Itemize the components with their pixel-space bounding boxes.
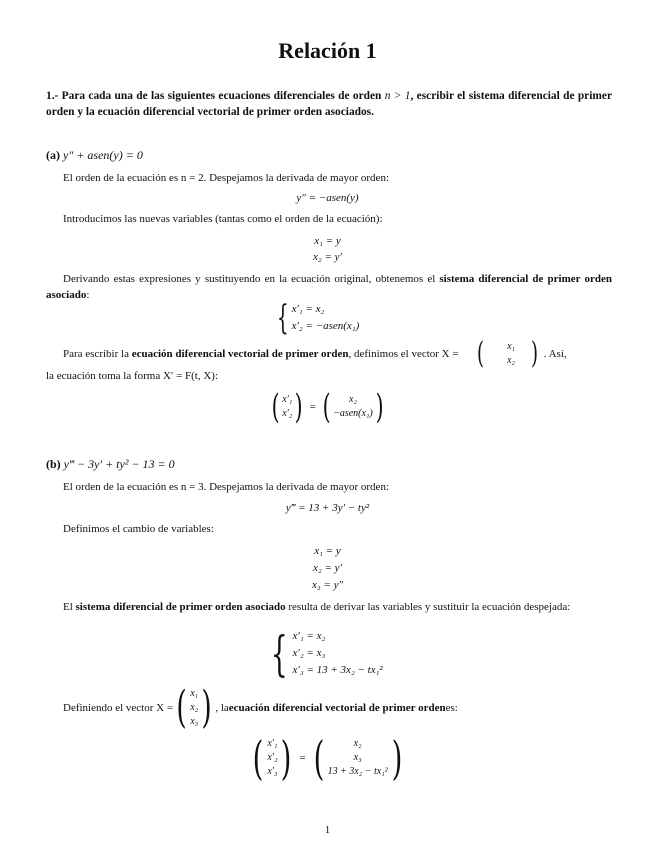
- part-b-vector-equation: [0, 731, 655, 785]
- part-b-lhs-vector: [249, 731, 295, 785]
- part-b-var2: x₂ = y′: [313, 562, 342, 574]
- right-paren-icon: ): [281, 731, 292, 785]
- part-b-despejada: y‴ = 13 + 3y′ − ty²: [285, 502, 370, 514]
- right-paren-icon: ): [391, 731, 403, 785]
- part-a-despejada: y″ = −asen(y): [296, 192, 359, 204]
- left-paren-icon: (: [477, 336, 485, 372]
- part-a-rhs-2: −asen(x₁): [333, 408, 373, 419]
- part-a-vec-bold: ecuación diferencial vectorial de primer orden: [131, 348, 349, 360]
- part-b-vec-text-1: Definiendo el vector X =: [63, 702, 174, 714]
- part-b-sys-text-2: resulta de derivar las variables y sustituir la ecuación despejada:: [285, 601, 571, 613]
- left-brace-icon: {: [270, 625, 288, 682]
- part-b-sys-text-1: El: [63, 601, 76, 613]
- part-b-vec-text-3: es:: [445, 702, 458, 714]
- part-a-lhs-vector: [269, 387, 306, 427]
- part-b-x-vector: [173, 682, 215, 733]
- part-a-vec-paragraph: [46, 336, 612, 372]
- part-b-vec-bold: ecuación diferencial vectorial de primer orden: [228, 702, 446, 714]
- part-b-equation: y‴ − 3y′ + ty² − 13 = 0: [63, 457, 175, 471]
- part-a-sys-2: x′₂ = −asen(x₁): [291, 320, 360, 332]
- part-b-var1: x₁ = y: [314, 545, 341, 557]
- part-a-x1: x₁: [507, 341, 515, 353]
- part-a-vec-text-1: Para escribir la: [63, 348, 132, 360]
- part-b-sys-3: x′₃ = 13 + 3x₂ − tx₁²: [292, 664, 383, 676]
- part-b-lhs-1: x′₁: [267, 738, 278, 749]
- part-a-intro-vars: Introducimos las nuevas variables (tantas como el orden de la ecuación):: [63, 213, 383, 225]
- page-number: 1: [324, 824, 331, 836]
- part-b-var3: x₃ = y″: [311, 579, 344, 591]
- part-b-vec-text-2: , la: [215, 702, 229, 714]
- right-paren-icon: ): [530, 336, 538, 372]
- part-b-orden-text: El orden de la ecuación es n = 3. Despejamos la derivada de mayor orden:: [63, 481, 389, 493]
- part-b-sys-2: x′₂ = x₃: [292, 647, 326, 659]
- part-b-sys-1: x′₁ = x₂: [292, 630, 326, 642]
- part-b-heading: [46, 456, 612, 472]
- left-paren-icon: (: [271, 387, 280, 427]
- left-paren-icon: (: [252, 731, 264, 785]
- part-a-vec-text-3: . Así,: [543, 348, 567, 360]
- part-a-vec-text-4: la ecuación toma la forma X′ = F(t, X):: [46, 370, 219, 382]
- statement-suffix: , escribir el sistema diferencial de primer orden y la ecuación diferencial vectorial de primer orden asociados.: [46, 90, 613, 118]
- left-paren-icon: (: [322, 387, 331, 427]
- part-a-orden-text: El orden de la ecuación es n = 2. Despejamos la derivada de mayor orden:: [63, 172, 389, 184]
- equals-sign: =: [299, 752, 306, 764]
- part-a-deriv-text-1: Derivando estas expresiones y sustituyendo en la ecuación original, obtenemos el: [63, 273, 440, 285]
- part-a-deriv-bold: sistema diferencial de primer orden asociado: [46, 273, 612, 301]
- part-b-lhs-2: x′₂: [267, 752, 278, 763]
- document-title: Relación 1: [278, 38, 377, 63]
- part-a-vec-text-2: , definimos el vector X =: [348, 348, 462, 360]
- part-b-label: (b): [46, 457, 61, 471]
- statement-prefix: 1.- Para cada una de las siguientes ecuaciones diferenciales de orden: [46, 90, 385, 102]
- part-a-vector-equation: [0, 387, 655, 427]
- part-b-lhs-3: x′₃: [267, 766, 278, 777]
- right-paren-icon: ): [294, 387, 303, 427]
- right-paren-icon: ): [375, 387, 384, 427]
- part-a-deriv-text-2: :: [86, 289, 90, 301]
- part-b-cambio-text: Definimos el cambio de variables:: [63, 523, 214, 535]
- part-a-equation: y″ + asen(y) = 0: [63, 148, 143, 162]
- part-a-lhs-2: x′₂: [282, 408, 293, 419]
- part-b-sys-paragraph: [46, 599, 612, 615]
- part-a-var2: x₂ = y′: [313, 251, 342, 263]
- part-a-label: (a): [46, 148, 60, 162]
- part-b-rhs-3: 13 + 3x₂ − tx₁²: [327, 766, 388, 777]
- part-a-sys-1: x′₁ = x₂: [291, 303, 325, 315]
- part-b-vec-paragraph: [46, 682, 612, 733]
- part-a-lhs-1: x′₁: [282, 394, 293, 405]
- part-b-rhs-2: x₃: [353, 752, 362, 763]
- left-paren-icon: (: [176, 682, 187, 733]
- part-b-x1: x₁: [190, 688, 199, 699]
- part-a-deriv-paragraph: [46, 271, 612, 303]
- part-a-system: [272, 298, 360, 338]
- left-brace-icon: {: [276, 298, 289, 338]
- part-b-x2: x₂: [190, 702, 199, 713]
- part-b-x3: x₃: [190, 716, 199, 727]
- part-b-rhs-vector: [310, 731, 406, 785]
- part-b-sys-bold: sistema diferencial de primer orden asociado: [75, 601, 286, 613]
- left-paren-icon: (: [313, 731, 324, 785]
- problem-statement: [46, 88, 612, 120]
- part-a-x-vector: [461, 336, 543, 372]
- part-a-rhs-1: x₂: [348, 394, 357, 405]
- part-a-x2: x₂: [507, 355, 515, 367]
- part-b-rhs-1: x₂: [353, 738, 362, 749]
- statement-condition: n > 1: [384, 90, 411, 102]
- right-paren-icon: ): [201, 682, 212, 733]
- part-a-heading: [46, 147, 612, 163]
- equals-sign: =: [309, 401, 316, 413]
- part-b-system: [264, 625, 383, 682]
- part-a-var1: x₁ = y: [314, 235, 341, 247]
- part-a-rhs-vector: [320, 387, 386, 427]
